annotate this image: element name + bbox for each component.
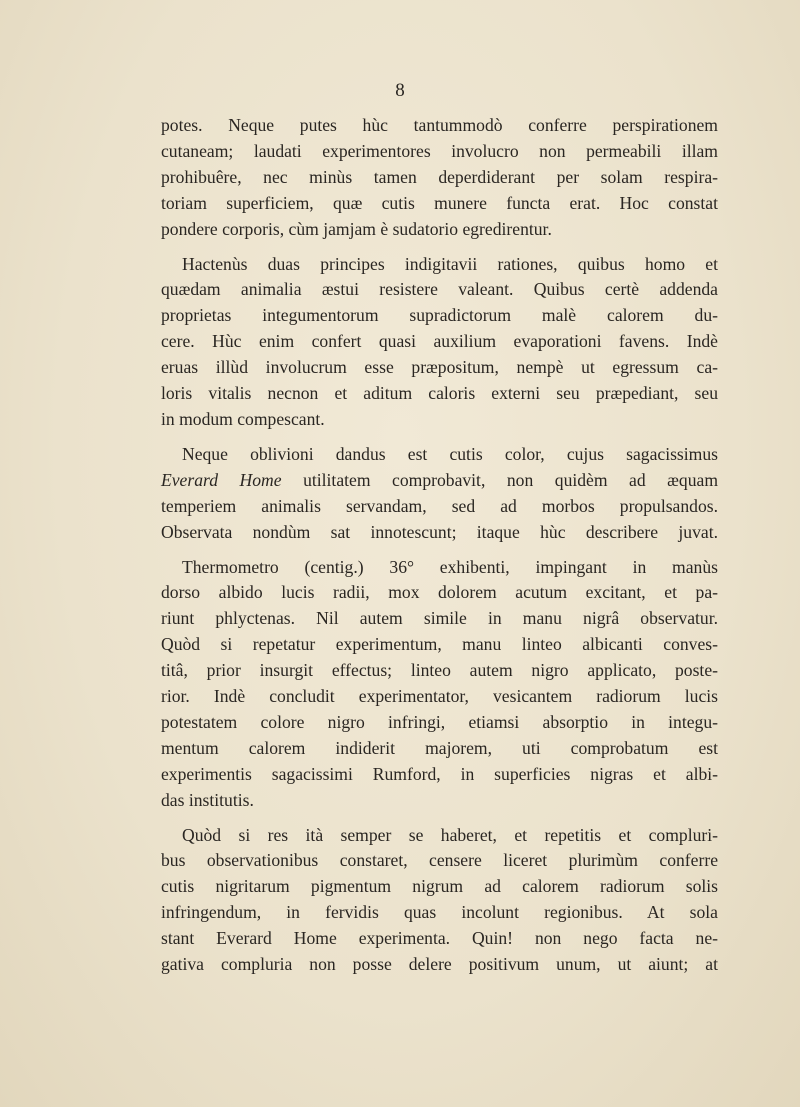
text-line: potes. Neque putes hùc tantummodò conferre perspirationem xyxy=(161,115,718,135)
text-line: experimentis sagacissimi Rumford, in superficies nigras et albi- xyxy=(161,763,718,784)
text-line: stant Everard Home experimenta. Quin! non nego facta ne- xyxy=(161,928,718,949)
text-line: quædam animalia æstui resistere valeant. Quibus certè addenda xyxy=(161,279,718,300)
text-line: cere. Hùc enim confert quasi auxilium evaporationi favens. Indè xyxy=(161,331,718,352)
paragraph-3 xyxy=(161,442,718,546)
text-line: Quòd si repetatur experimentum, manu linteo albicanti conves- xyxy=(161,634,718,655)
text-line: riunt phlyctenas. Nil autem simile in manu nigrâ observatur. xyxy=(161,608,718,629)
text-line: gativa compluria non posse delere positivum unum, ut aiunt; at xyxy=(161,954,718,975)
text-line: mentum calorem indiderit majorem, uti comprobatum est xyxy=(161,737,718,758)
text-line: eruas illùd involucrum esse præpositum, nempè ut egressum ca- xyxy=(161,357,718,378)
text-line: toriam superficiem, quæ cutis munere functa erat. Hoc constat xyxy=(161,192,718,213)
text-line: infringendum, in fervidis quas incolunt regionibus. At sola xyxy=(161,902,718,923)
text-line: das institutis. xyxy=(161,789,254,810)
paragraph-2 xyxy=(161,252,718,433)
text-line: pondere corporis, cùm jamjam è sudatorio egredirentur. xyxy=(161,218,552,239)
text-line: proprietas integumentorum supradictorum malè calorem du- xyxy=(161,305,718,326)
paragraph-4 xyxy=(161,555,718,814)
paragraph-5 xyxy=(161,823,718,978)
text-line: bus observationibus constaret, censere liceret plurimùm conferre xyxy=(161,850,718,871)
italic-author-name: Everard Home xyxy=(161,469,282,490)
text-line: in modum compescant. xyxy=(161,408,325,429)
text-line: potestatem colore nigro infringi, etiamsi absorptio in integu- xyxy=(161,711,718,732)
text-line xyxy=(161,468,718,494)
text-line: cutaneam; laudati experimentores involucro non permeabili illam xyxy=(161,140,718,161)
text-line: cutis nigritarum pigmentum nigrum ad calorem radiorum solis xyxy=(161,876,718,897)
text-line: rior. Indè concludit experimentator, vesicantem radiorum lucis xyxy=(161,686,718,707)
text-line: Thermometro (centig.) 36° exhibenti, impingant in manùs xyxy=(182,556,718,577)
text-line: Neque oblivioni dandus est cutis color, cujus sagacissimus xyxy=(182,443,718,464)
body-text xyxy=(161,113,718,987)
text-line: temperiem animalis servandam, sed ad morbos propulsandos. xyxy=(161,495,718,516)
text-line: Hactenùs duas principes indigitavii rationes, quibus homo et xyxy=(182,253,718,274)
text-line: dorso albido lucis radii, mox dolorem acutum excitant, et pa- xyxy=(161,582,718,603)
paragraph-1 xyxy=(161,113,718,243)
text-line: Observata nondùm sat innotescunt; itaque hùc describere juvat. xyxy=(161,521,718,542)
text-fragment: utilitatem comprobavit, non quidèm ad æquam xyxy=(303,469,719,490)
text-line: titâ, prior insurgit effectus; linteo autem nigro applicato, poste- xyxy=(161,660,718,681)
text-line: prohibuêre, nec minùs tamen deperdiderant per solam respira- xyxy=(161,166,718,187)
text-line: loris vitalis necnon et aditum caloris externi seu præpediant, seu xyxy=(161,383,718,404)
page-number: 8 xyxy=(395,80,405,101)
text-line: Quòd si res ità semper se haberet, et repetitis et compluri- xyxy=(182,824,718,845)
